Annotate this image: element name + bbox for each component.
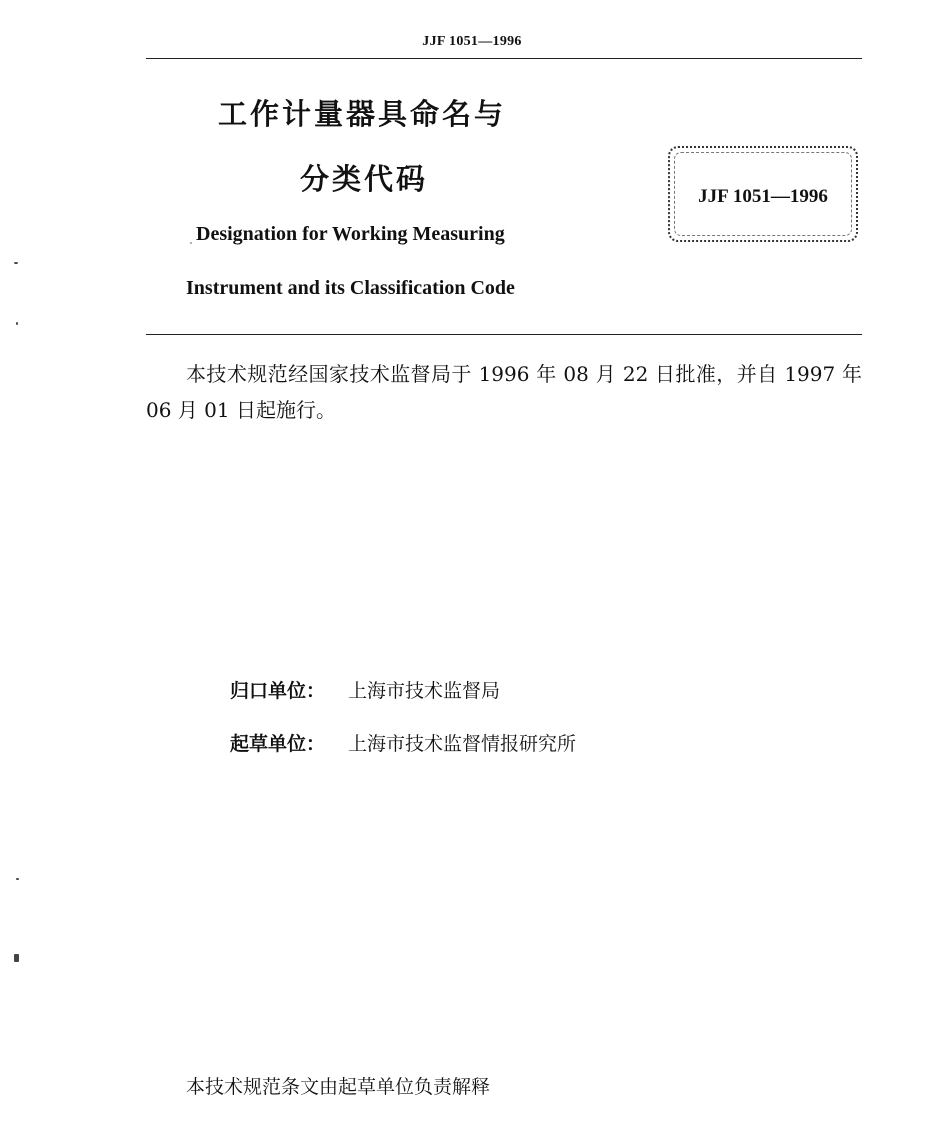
english-title-line-2: Instrument and its Classification Code bbox=[186, 277, 515, 299]
header-standard-code: JJF 1051—1996 bbox=[422, 34, 522, 49]
standard-code-box bbox=[668, 146, 858, 242]
organization-row-responsible bbox=[230, 676, 500, 703]
approval-paragraph: 本技术规范经国家技术监督局于 1996 年 08 月 22 日批准，并自 1997 年 06 月 01 日起施行。 bbox=[146, 362, 862, 422]
scan-speck bbox=[16, 322, 18, 325]
organization-label: 起草单位： bbox=[230, 733, 326, 755]
scan-speck bbox=[16, 878, 19, 880]
scan-speck bbox=[14, 954, 19, 962]
organization-label: 归口单位： bbox=[230, 680, 326, 702]
footer-interpretation-note: 本技术规范条文由起草单位负责解释 bbox=[186, 1076, 491, 1098]
chinese-title-line-2: 分类代码 bbox=[300, 162, 429, 196]
scan-speck bbox=[14, 262, 18, 264]
organization-row-drafting bbox=[230, 729, 576, 756]
organization-value: 上海市技术监督局 bbox=[348, 680, 501, 702]
organization-value: 上海市技术监督情报研究所 bbox=[348, 733, 577, 755]
standard-code-box-text: JJF 1051—1996 bbox=[698, 186, 828, 207]
english-title-line-1: Designation for Working Measuring bbox=[196, 223, 505, 245]
scan-speck bbox=[190, 242, 192, 244]
chinese-title-line-1: 工作计量器具命名与 bbox=[218, 97, 507, 131]
header-divider bbox=[146, 58, 862, 59]
title-divider bbox=[146, 334, 862, 335]
